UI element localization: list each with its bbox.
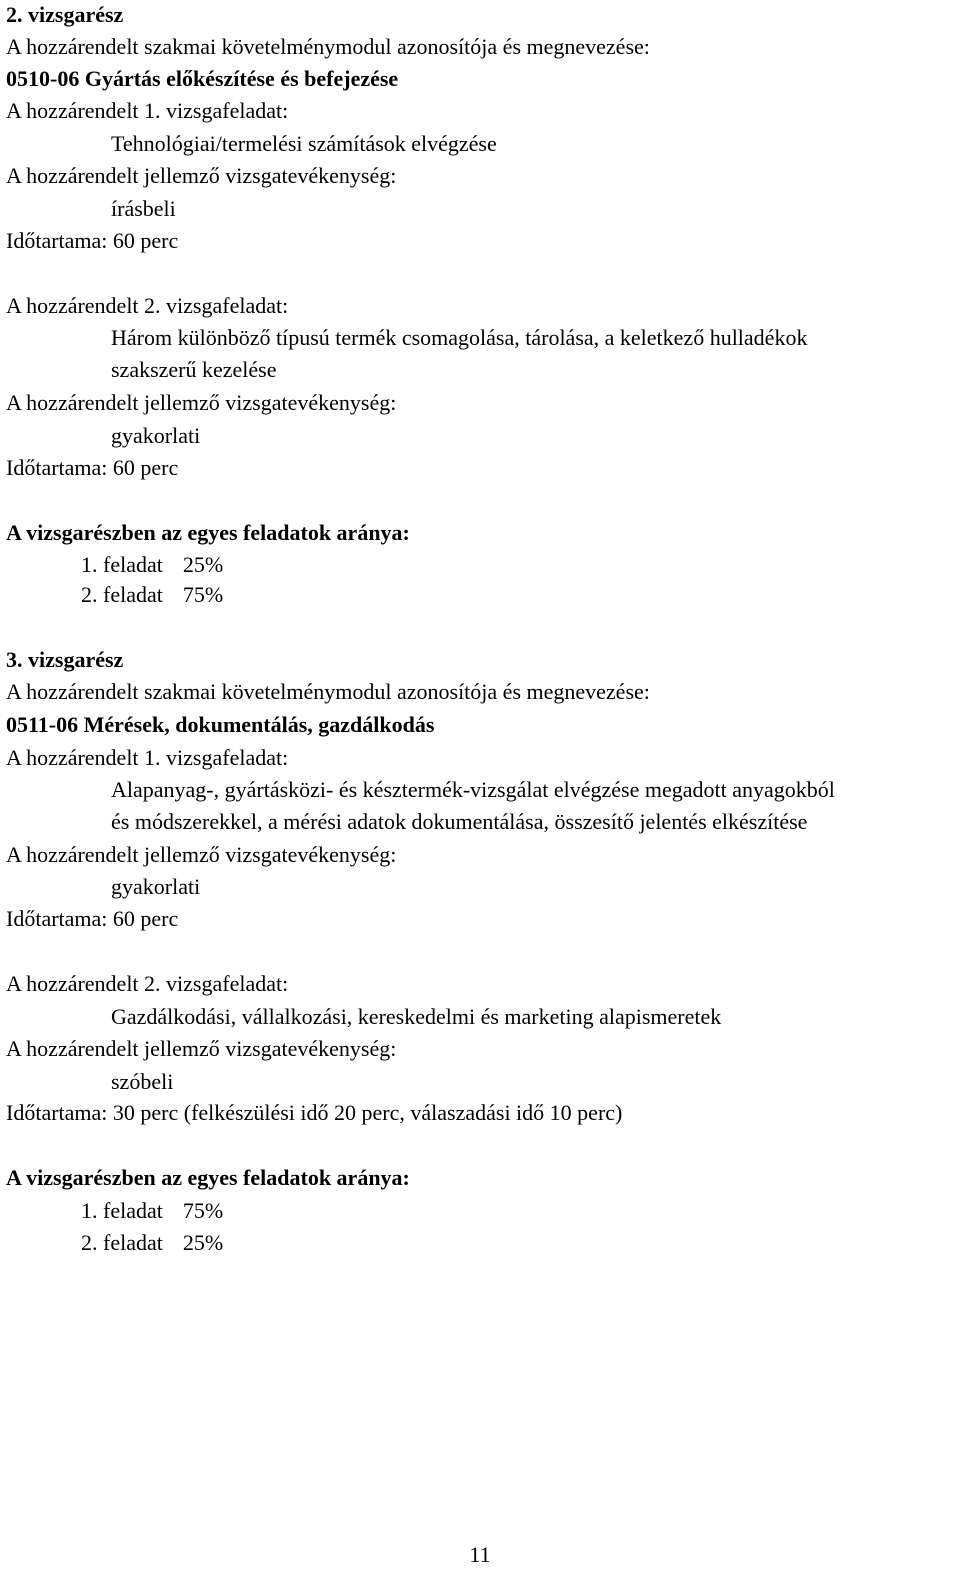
section2-ratio-row	[81, 582, 223, 608]
section2-task1-text: Tehnológiai/termelési számítások elvégzése	[111, 131, 497, 156]
section2-task1-label: A hozzárendelt 1. vizsgafeladat:	[6, 98, 289, 123]
section3-module-label: A hozzárendelt szakmai követelménymodul azonosítója és megnevezése:	[6, 679, 650, 704]
page-number: 11	[469, 1542, 491, 1567]
section2-task2-activity-label: A hozzárendelt jellemző vizsgatevékenység:	[6, 390, 397, 415]
ratio-task: 2. feladat	[81, 1230, 163, 1255]
section2-ratio-title: A vizsgarészben az egyes feladatok aránya:	[6, 520, 410, 545]
section3-task1-label: A hozzárendelt 1. vizsgafeladat:	[6, 745, 289, 770]
section2-task2-text-line1: Három különböző típusú termék csomagolása, tárolása, a keletkező hulladékok	[111, 325, 808, 350]
ratio-task: 2. feladat	[81, 582, 163, 607]
section3-task1-activity-label: A hozzárendelt jellemző vizsgatevékenység:	[6, 842, 397, 867]
section2-task2-activity: gyakorlati	[111, 423, 201, 448]
section3-task2-label: A hozzárendelt 2. vizsgafeladat:	[6, 971, 289, 996]
section2-task2-text-line2: szakszerű kezelése	[111, 357, 277, 382]
section3-task1-activity: gyakorlati	[111, 874, 201, 899]
section2-module-name: 0510-06 Gyártás előkészítése és befejezése	[6, 66, 399, 91]
section2-task1-activity-label: A hozzárendelt jellemző vizsgatevékenység:	[6, 163, 397, 188]
section3-task1-duration: Időtartama: 60 perc	[6, 906, 179, 931]
section2-task2-duration: Időtartama: 60 perc	[6, 455, 179, 480]
section3-ratio-title: A vizsgarészben az egyes feladatok aránya:	[6, 1165, 410, 1190]
ratio-pct: 25%	[182, 552, 224, 577]
ratio-pct: 75%	[182, 1198, 224, 1223]
section3-task2-duration: Időtartama: 30 perc (felkészülési idő 20 perc, válaszadási idő 10 perc)	[6, 1100, 623, 1125]
section3-ratio-row	[81, 1198, 223, 1224]
section2-title: 2. vizsgarész	[6, 2, 124, 27]
ratio-task: 1. feladat	[81, 552, 163, 577]
section2-task1-activity: írásbeli	[111, 196, 176, 221]
section2-task2-label: A hozzárendelt 2. vizsgafeladat:	[6, 293, 289, 318]
ratio-task: 1. feladat	[81, 1198, 163, 1223]
section3-task1-text-line1: Alapanyag-, gyártásközi- és késztermék-vizsgálat elvégzése megadott anyagokból	[111, 777, 835, 802]
section3-ratio-row	[81, 1230, 223, 1256]
section3-task2-activity-label: A hozzárendelt jellemző vizsgatevékenység:	[6, 1036, 397, 1061]
ratio-pct: 75%	[182, 582, 224, 607]
section3-task1-text-line2: és módszerekkel, a mérési adatok dokumentálása, összesítő jelentés elkészítése	[111, 809, 808, 834]
ratio-pct: 25%	[182, 1230, 224, 1255]
section2-module-label: A hozzárendelt szakmai követelménymodul azonosítója és megnevezése:	[6, 34, 650, 59]
section3-title: 3. vizsgarész	[6, 647, 124, 672]
section3-task2-text: Gazdálkodási, vállalkozási, kereskedelmi és marketing alapismeretek	[111, 1004, 722, 1029]
section2-task1-duration: Időtartama: 60 perc	[6, 228, 179, 253]
section3-task2-activity: szóbeli	[111, 1069, 174, 1094]
section3-module-name: 0511-06 Mérések, dokumentálás, gazdálkodás	[6, 712, 435, 737]
section2-ratio-row	[81, 552, 223, 578]
